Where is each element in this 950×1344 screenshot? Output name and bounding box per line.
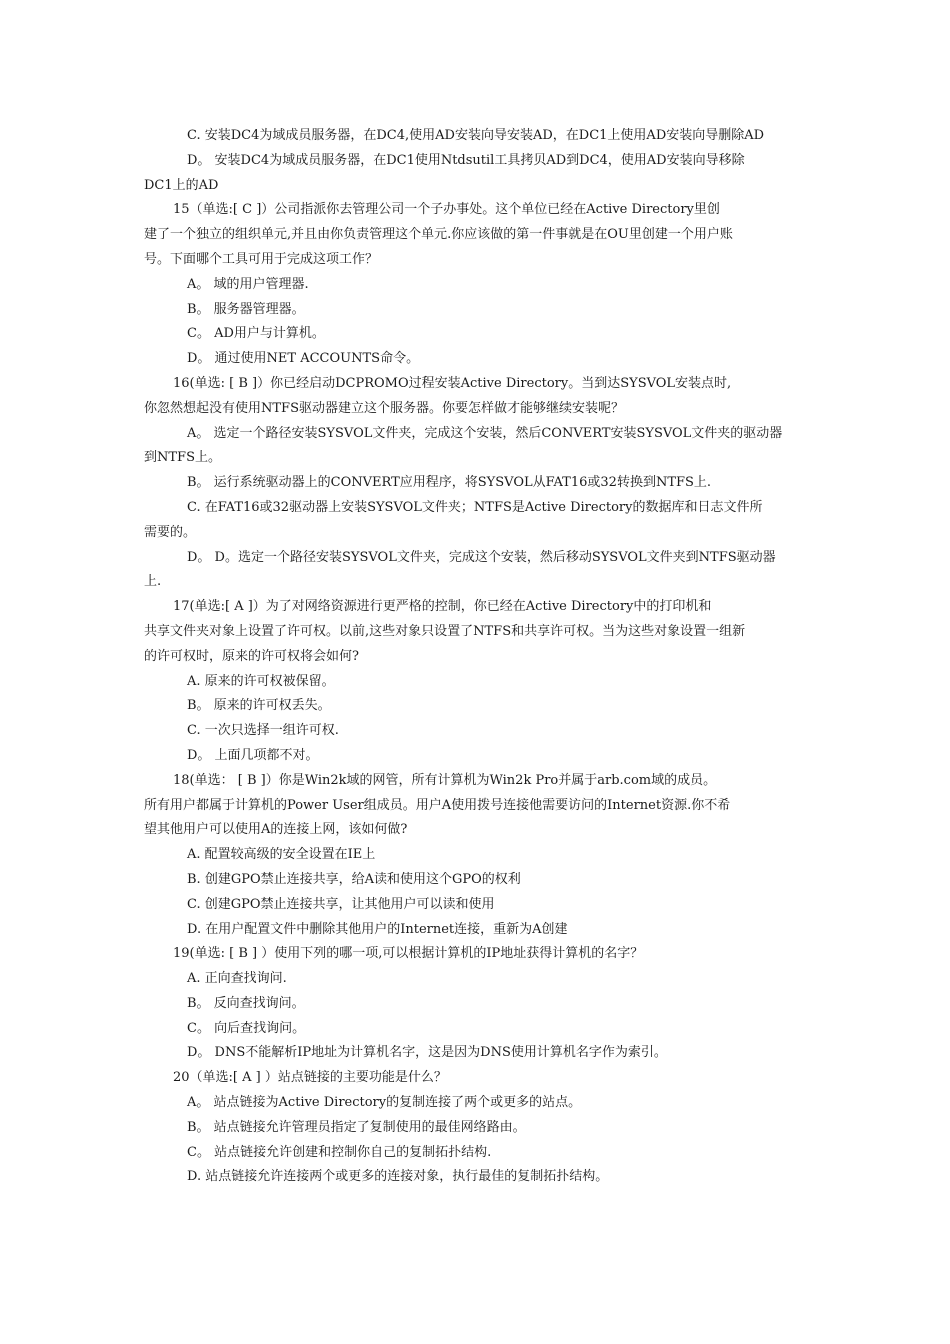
text-line: B。 站点链接允许管理员指定了复制使用的最佳网络路由。 (187, 1119, 526, 1135)
text-line: 所有用户都属于计算机的Power User组成员。用户A使用拨号连接他需要访问的Internet资源.你不希 (144, 797, 731, 813)
text-line: 16(单选: [ B ]）你已经启动DCPROMO过程安装Active Directory。当到达SYSVOL安装点时, (173, 375, 732, 391)
text-line: 共享文件夹对象上设置了许可权。以前,这些对象只设置了NTFS和共享许可权。当为这些对象设置一组新 (144, 623, 746, 639)
text-line: C. 安装DC4为域成员服务器，在DC4,使用AD安装向导安装AD，在DC1上使用AD安装向导删除AD (187, 128, 765, 143)
text-line: DC1上的AD (144, 177, 219, 193)
text-line: C。 站点链接允许创建和控制你自己的复制拓扑结构. (187, 1144, 492, 1160)
text-line: C. 创建GPO禁止连接共享，让其他用户可以读和使用 (187, 896, 495, 912)
text-line: A。 站点链接为Active Directory的复制连接了两个或更多的站点。 (187, 1095, 582, 1111)
text-line: 需要的。 (144, 524, 197, 540)
text-line: D。 安装DC4为域成员服务器，在DC1使用Ntdsutil工具拷贝AD到DC4，使用AD安装向导移除 (187, 152, 745, 168)
text-line: C. 在FAT16或32驱动器上安装SYSVOL文件夹；NTFS是Active Directory的数据库和日志文件所 (187, 499, 763, 515)
document-body (144, 124, 812, 1190)
text-line: D。 通过使用NET ACCOUNTS命令。 (187, 351, 420, 367)
text-line: B。 服务器管理器。 (187, 301, 305, 317)
text-line: D。 D。选定一个路径安装SYSVOL文件夹，完成这个安装，然后移动SYSVOL文件夹到NTFS驱动器 (187, 549, 776, 565)
text-line: D。 DNS不能解析IP地址为计算机名字，这是因为DNS使用计算机名字作为索引。 (187, 1045, 667, 1061)
text-line: 20（单选:[ A ] ）站点链接的主要功能是什么？ (173, 1070, 447, 1086)
text-line: B。 原来的许可权丢失。 (187, 698, 331, 714)
text-line: 15（单选:[ C ]）公司指派你去管理公司一个子办事处。这个单位已经在Active Directory里创 (173, 202, 720, 218)
text-line: C。 AD用户与计算机。 (187, 326, 325, 342)
text-line: 19(单选: [ B ] ）使用下列的哪一项,可以根据计算机的IP地址获得计算机的名字？ (173, 946, 644, 962)
text-line: A. 原来的许可权被保留。 (187, 673, 335, 689)
text-line: C. 一次只选择一组许可权. (187, 723, 339, 739)
text-line: 18(单选： [ B ]）你是Win2k域的网管，所有计算机为Win2k Pro并属于arb.com域的成员。 (173, 772, 717, 788)
text-line: 上. (144, 574, 162, 590)
text-line: A。 域的用户管理器. (187, 276, 309, 292)
text-line: D. 站点链接允许连接两个或更多的连接对象，执行最佳的复制拓扑结构。 (187, 1169, 609, 1185)
text-line: 的许可权时，原来的许可权将会如何? (144, 648, 359, 664)
text-line: 望其他用户可以使用A的连接上网，该如何做? (144, 822, 408, 838)
text-line: D. 在用户配置文件中删除其他用户的Internet连接，重新为A创建 (187, 921, 568, 937)
text-line: 到NTFS上。 (144, 450, 221, 466)
text-line: C。 向后查找询问。 (187, 1020, 306, 1036)
text-line: 号。下面哪个工具可用于完成这项工作？ (144, 251, 379, 267)
text-line: A. 正向查找询问. (187, 971, 287, 987)
text-line: B. 创建GPO禁止连接共享，给A读和使用这个GPO的权利 (187, 871, 521, 887)
text-line: 建了一个独立的组织单元,并且由你负责管理这个单元.你应该做的第一件事就是在OU里创建一个用户账 (144, 227, 733, 243)
text-line: 17(单选:[ A ]）为了对网络资源进行更严格的控制，你已经在Active Directory中的打印机和 (173, 599, 712, 615)
text-line: B。 运行系统驱动器上的CONVERT应用程序，将SYSVOL从FAT16或32转换到NTFS上. (187, 475, 712, 491)
text-line: D。 上面几项都不对。 (187, 747, 319, 763)
text-line: A。 选定一个路径安装SYSVOL文件夹，完成这个安装，然后CONVERT安装SYSVOL文件夹的驱动器 (187, 425, 783, 441)
text-line: A. 配置较高级的安全设置在IE上 (187, 847, 376, 863)
text-line: B。 反向查找询问。 (187, 995, 305, 1011)
text-line: 你忽然想起没有使用NTFS驱动器建立这个服务器。你要怎样做才能够继续安装呢？ (144, 400, 624, 416)
